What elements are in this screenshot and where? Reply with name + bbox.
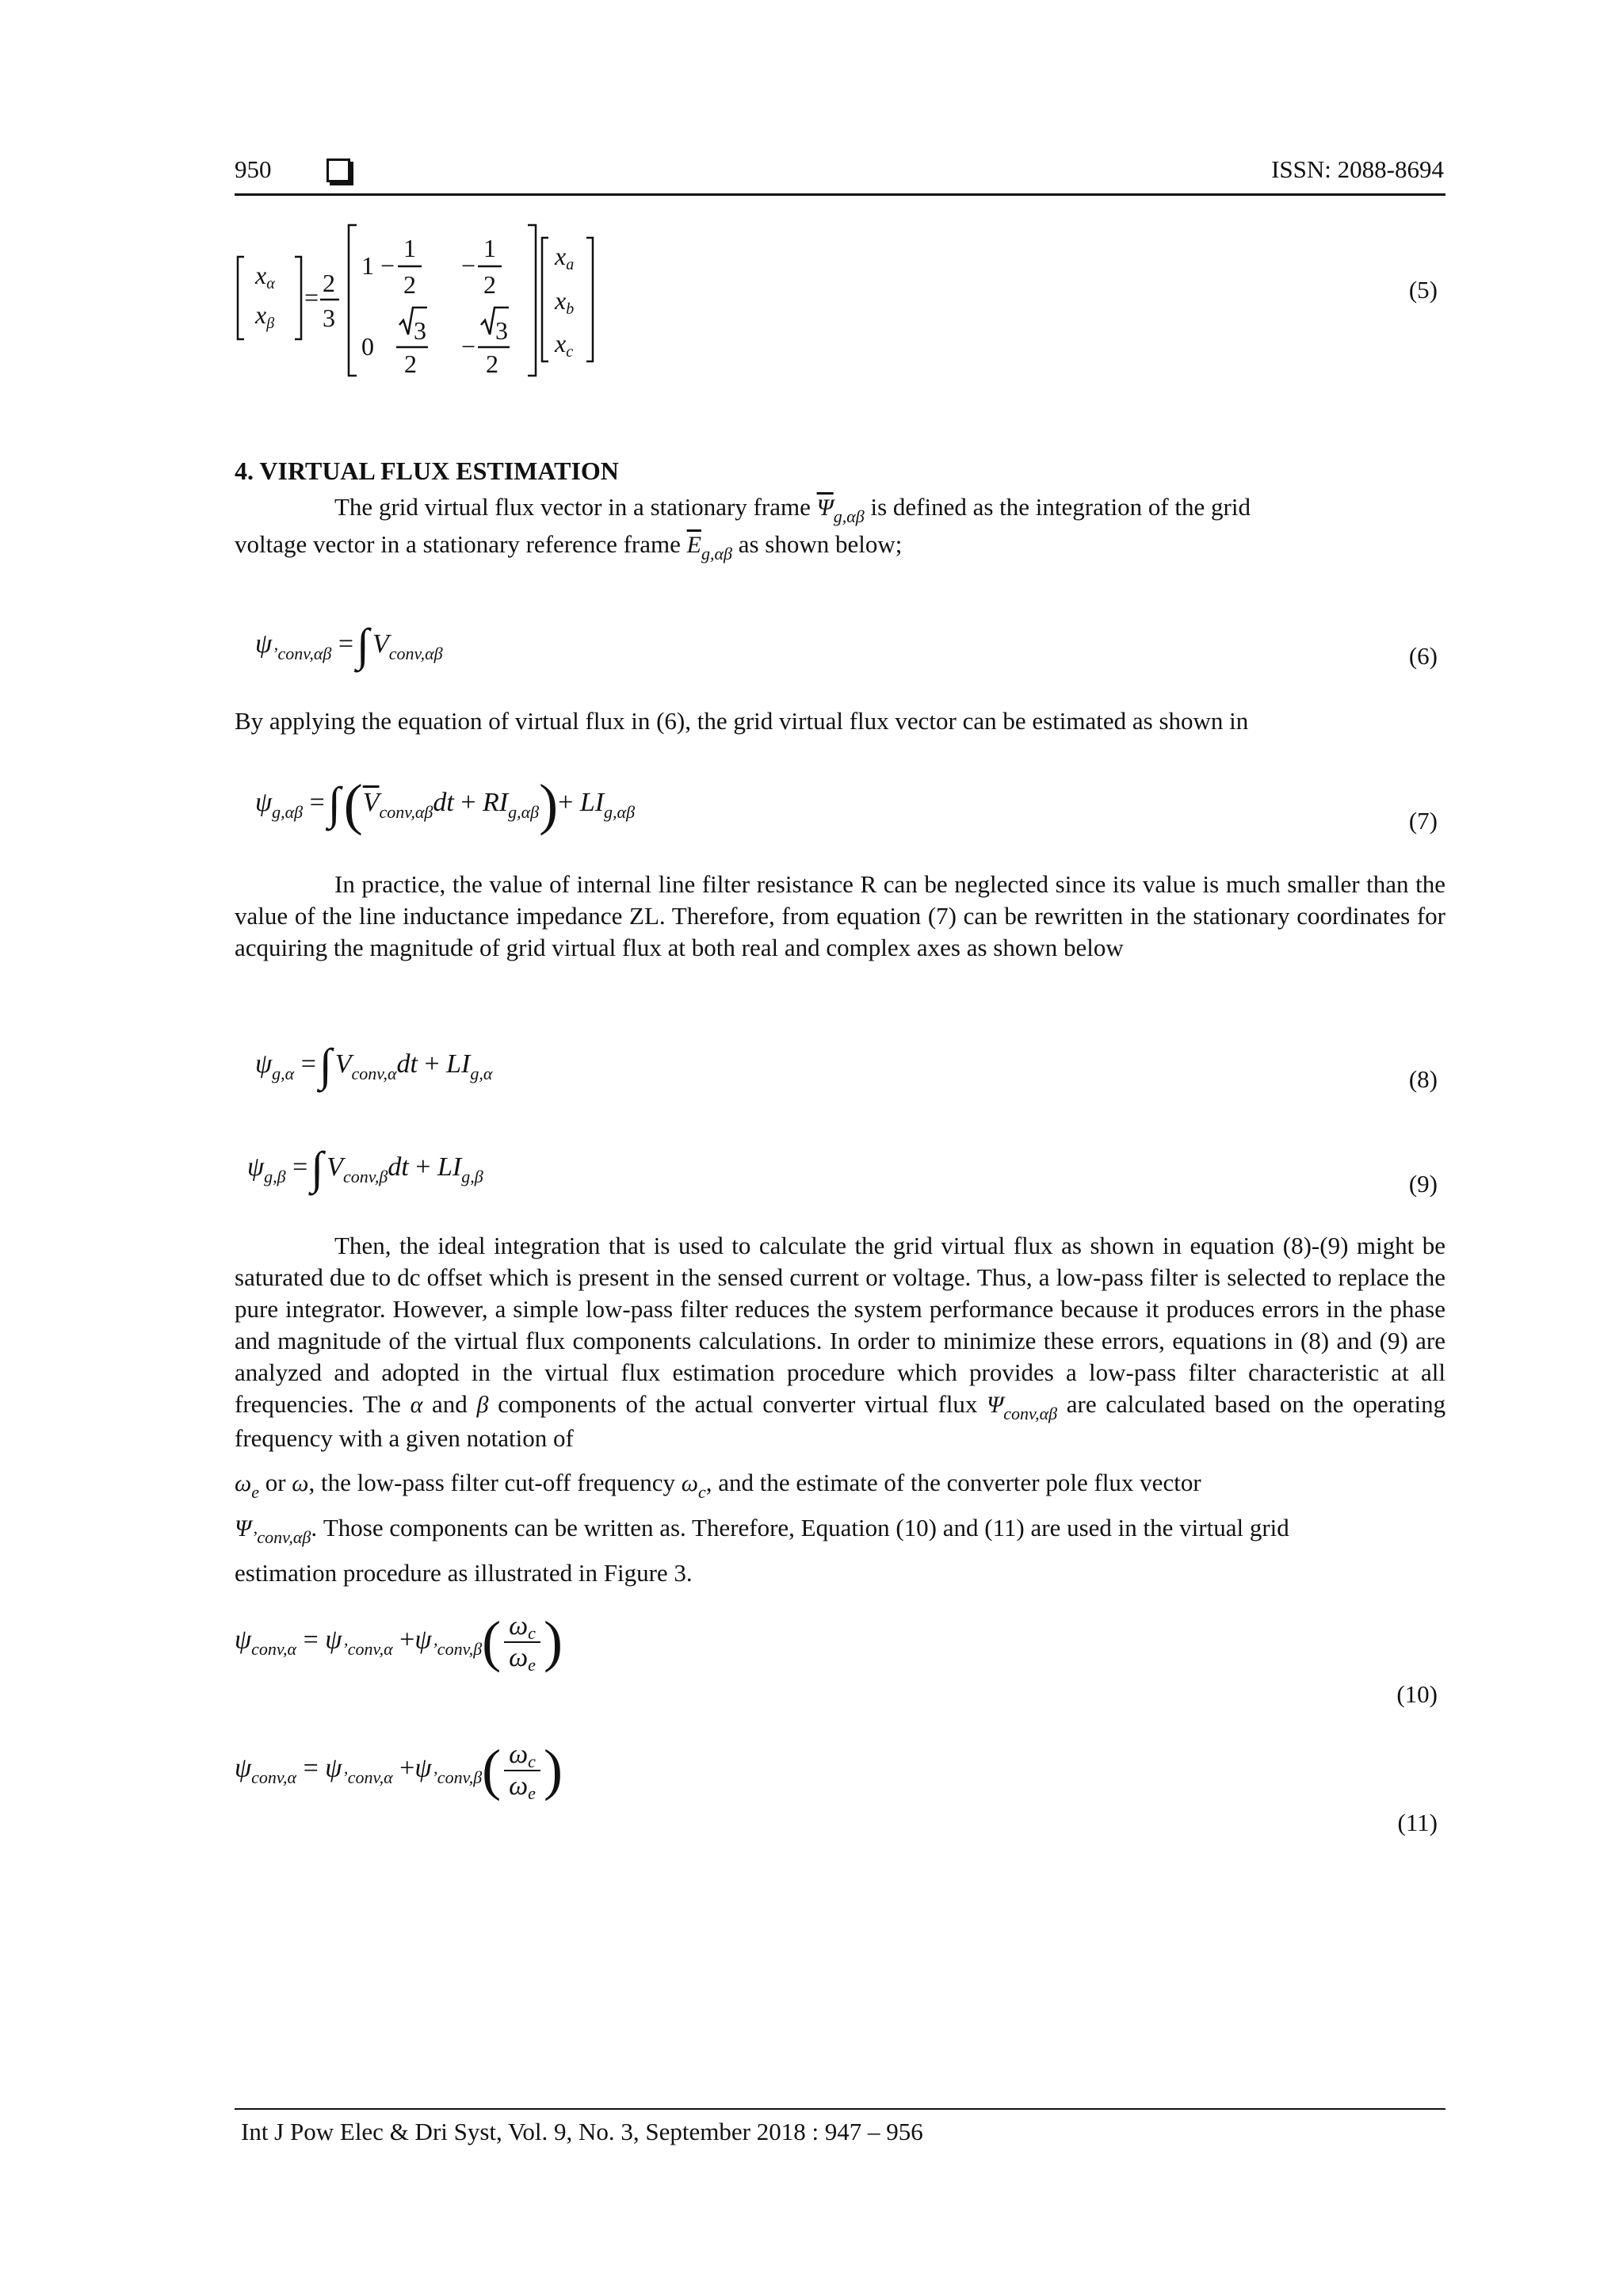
paragraph-4: Then, the ideal integration that is used to calculate the grid virtual flux as shown in equation (8)-(9) might be saturated due to dc offset which is present in the sensed current or voltage. Thus, a low-pass filter is selected to replace the pure integrator. However, a simple low-pass filter reduces the system performance because it produces errors in the phase and magnitude of the virtual flux components calculations. In order to minimize these errors, equations in (8) and (9) are analyzed and adopted in the virtual flux estimation procedure which provides a low-pass filter characteristic at all frequencies. The α and β components of the actual converter virtual flux $\Psi_{conv,\alpha\beta}$ are calculated based on the operating frequency with a given notation of $\omega_e$ or ω, the low-pass filter cut-off frequency $\omega_c$, and the estimate of the converter pole flux vector $\Psi_{’conv,\alpha\beta}$. Those components can be written as. Therefore, Equation (10) and (11) are used in the virtual grid estimation procedure as illustrated in Figure 3. [235, 1232, 1446, 1587]
svg-text:2: 2 [486, 350, 498, 378]
svg-text:1: 1 [483, 234, 496, 262]
svg-text:3: 3 [495, 316, 508, 345]
svg-text:xa: xa [555, 242, 575, 273]
paragraph-3: In practice, the value of internal line filter resistance R can be neglected since its value is much smaller than the value of the line inductance impedance ZL. Therefore, from equation (7) can be rewritten in the stationary coordinates for acquiring the magnitude of grid virtual flux at both real and complex axes as shown below [235, 870, 1445, 961]
svg-text:−: − [380, 251, 395, 280]
header-rule [235, 193, 1445, 196]
svg-text:−: − [461, 332, 476, 361]
square-bullet-icon [327, 159, 350, 186]
svg-text:2: 2 [403, 270, 416, 299]
equation-7: $\psi_{g,\alpha\beta} =\int(\overline{V}_{conv,\alpha\beta}dt + RI_{g,\alpha\beta})+ LI_{g,\alpha\beta}$ [255, 772, 636, 836]
equation-10: $\psi_{conv,\alpha} = \psi_{’conv,\alpha} +\psi_{’conv,\beta}$( $\frac{\omega c}{\omega e}$ ) [235, 1610, 563, 1675]
paragraph-1: The grid virtual flux vector in a stationary frame $\overline{\Psi}_{g,\alpha\beta}$ is defined as the integration of the grid voltage vector in a stationary reference frame $\overline{E}_{g,\alpha\beta}$ as shown below; [235, 493, 1251, 563]
section-heading: 4. VIRTUAL FLUX ESTIMATION [235, 457, 619, 485]
svg-text:xα: xα [255, 261, 275, 292]
svg-text:2: 2 [483, 270, 496, 299]
svg-text:1: 1 [403, 234, 416, 262]
svg-text:2: 2 [323, 269, 335, 297]
svg-text:3: 3 [323, 304, 335, 332]
svg-text:xb: xb [555, 286, 575, 318]
issn: ISSN: 2088-8694 [1271, 155, 1444, 183]
equation-9: $\psi_{g,\beta}$ =∫ $V_{conv,\beta}dt + LI_{g,\beta}$ [247, 1142, 483, 1194]
page-number: 950 [235, 155, 272, 183]
svg-text:xc: xc [555, 329, 574, 361]
equation-5 [235, 216, 837, 382]
equation-6: $\psi_{’conv,\alpha\beta}$ =∫ $V_{conv,\alpha\beta}$ [255, 619, 443, 670]
svg-text:=: = [304, 283, 319, 311]
equation-8-number: (8) [1408, 1065, 1438, 1093]
svg-text:3: 3 [414, 316, 426, 345]
svg-text:0: 0 [361, 332, 374, 361]
equation-9-number: (9) [1408, 1170, 1438, 1198]
paragraph-2: By applying the equation of virtual flux in (6), the grid virtual flux vector can be estimated as shown in [235, 707, 1249, 735]
equation-7-number: (7) [1408, 807, 1438, 835]
equation-6-number: (6) [1408, 642, 1438, 670]
svg-text:2: 2 [404, 350, 417, 378]
svg-text:−: − [461, 251, 476, 280]
equation-5-number: (5) [1408, 276, 1438, 304]
equation-11-number: (11) [1397, 1809, 1438, 1836]
svg-text:1: 1 [361, 251, 374, 280]
equation-10-number: (10) [1396, 1680, 1438, 1708]
equation-8: $\psi_{g,\alpha}$ =∫ $V_{conv,\alpha}dt + LI_{g,\alpha}$ [255, 1039, 493, 1091]
equation-11: $\psi_{conv,\alpha} = \psi_{’conv,\alpha} +\psi_{’conv,\beta}$( $\frac{\omega c}{\omega e}$ ) [235, 1738, 563, 1803]
footer-citation: Int J Pow Elec & Dri Syst, Vol. 9, No. 3, September 2018 : 947 – 956 [241, 2118, 923, 2145]
footer-rule [235, 2108, 1445, 2110]
svg-text:xβ: xβ [255, 300, 275, 332]
